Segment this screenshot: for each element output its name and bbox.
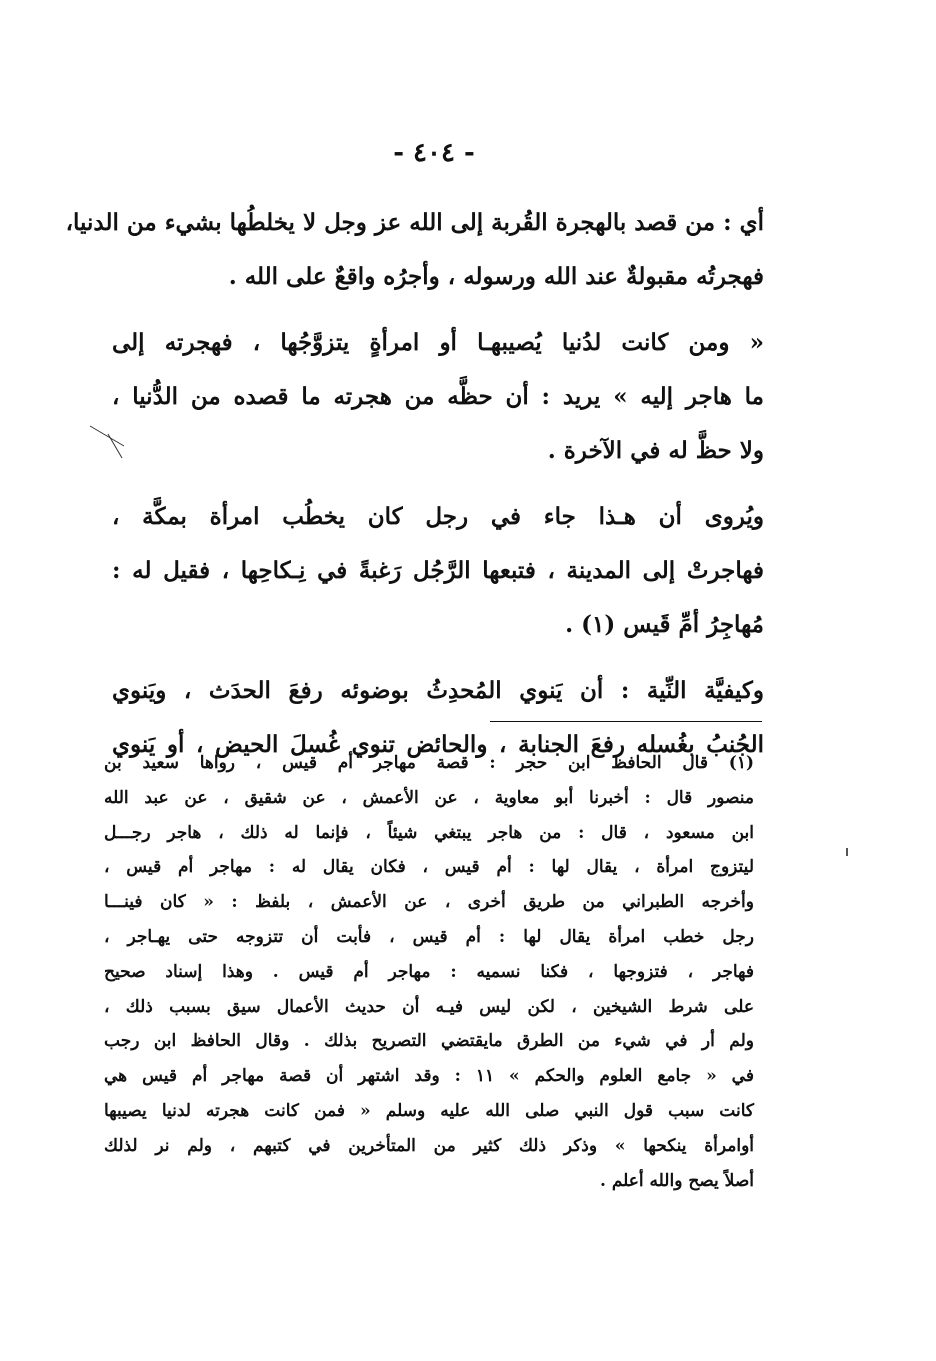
text-line: ما هاجر إليه » يريد : أن حظَّه من هجرته ما قصده من الدُّنيا ،	[112, 383, 764, 410]
footnote-line: رجل خطب امرأة يقال لها : أم قيس ، فأبت أن تتزوجه حتى يهـاجر ،	[104, 926, 754, 947]
footnote	[104, 746, 754, 1198]
footnote-line: ابن مسعود ، قال : من هاجر يبتغي شيئاً ، فإنما له ذلك ، هاجر رجـــل	[104, 822, 754, 843]
footnote-line: ليتزوج امرأة ، يقال لها : أم قيس ، فكان يقال له : مهاجر أم قيس ،	[104, 857, 754, 878]
footnote-line: منصور قال : أخبرنا أبو معاوية ، عن الأعمش ، عن شقيق ، عن عبد الله	[104, 787, 754, 808]
scan-speck	[846, 848, 848, 856]
footnote-line: على شرط الشيخين ، لكن ليس فيـه أن حديث الأعمال سيق بسبب ذلك ،	[104, 996, 754, 1017]
paragraph-1	[65, 196, 764, 304]
footnote-divider	[490, 721, 762, 722]
text-line: فهجرتُه مقبولةٌ عند الله ورسوله ، وأجرُه واقعٌ على الله .	[228, 263, 764, 290]
paragraph-3	[112, 490, 764, 652]
text-line: فهاجرتْ إلى المدينة ، فتبعها الرَّجُل رَغبةً في نِـكاحِها ، فقيل له :	[112, 557, 764, 584]
text-line: ولا حظَّ له في الآخرة .	[547, 437, 764, 464]
footnote-line: (١) قال الحافظ ابن حجر : قصة مهاجر أم قيس ، رواها سعيد بن	[104, 753, 754, 773]
text-line: مُهاجِرُ أمِّ قَيس (١) .	[565, 611, 764, 638]
paragraph-2	[112, 316, 764, 478]
footnote-line: أصلاً يصح والله أعلم .	[599, 1170, 754, 1191]
page-number: - ٤٠٤ -	[393, 138, 475, 168]
footnote-line: كانت سبب قول النبي صلى الله عليه وسلم « فمن كانت هجرته لدنيا يصيبها	[104, 1100, 754, 1121]
text-line: ويُروى أن هـذا جاء في رجل كان يخطُب امرأة بمكَّة ،	[112, 503, 764, 530]
footnote-line: أوامرأة ينكحها » وذكر ذلك كثير من المتأخرين في كتبهم ، ولم نر لذلك	[104, 1135, 754, 1156]
text-line: وكيفيَّة النِّية : أن يَنوي المُحدِثُ بوضوئه رفعَ الحدَث ، ويَنوي	[112, 677, 764, 704]
footnote-line: فهاجر ، فتزوجها ، فكنا نسميه : مهاجر أم قيس . وهذا إسناد صحيح	[104, 961, 754, 982]
footnote-line: ولم أر في شيء من الطرق مايقتضي التصريح بذلك . وقال الحافظ ابن رجب	[104, 1031, 754, 1052]
body-text	[65, 196, 764, 784]
text-line: الجُنبُ بغُسله رفعَ الجنابة ، والحائض تنوي غُسلَ الحيض ، أو يَنوي	[112, 731, 764, 758]
footnote-line: في « جامع العلوم والحكم » ١١ : وقد اشتهر أن قصة مهاجر أم قيس هي	[104, 1066, 754, 1087]
text-line: أي : من قصد بالهجرة القُربة إلى الله عز وجل لا يخلطُها بشيء من الدنيا،	[65, 209, 764, 236]
scan-mark	[88, 424, 128, 464]
text-line: « ومن كانت لدُنيا يُصيبهـا أو امرأةٍ يتزوَّجُها ، فهجرته إلى	[112, 329, 764, 356]
footnote-line: وأخرجه الطبراني من طريق أخرى ، عن الأعمش ، بلفظ : « كان فينـــا	[104, 892, 754, 913]
